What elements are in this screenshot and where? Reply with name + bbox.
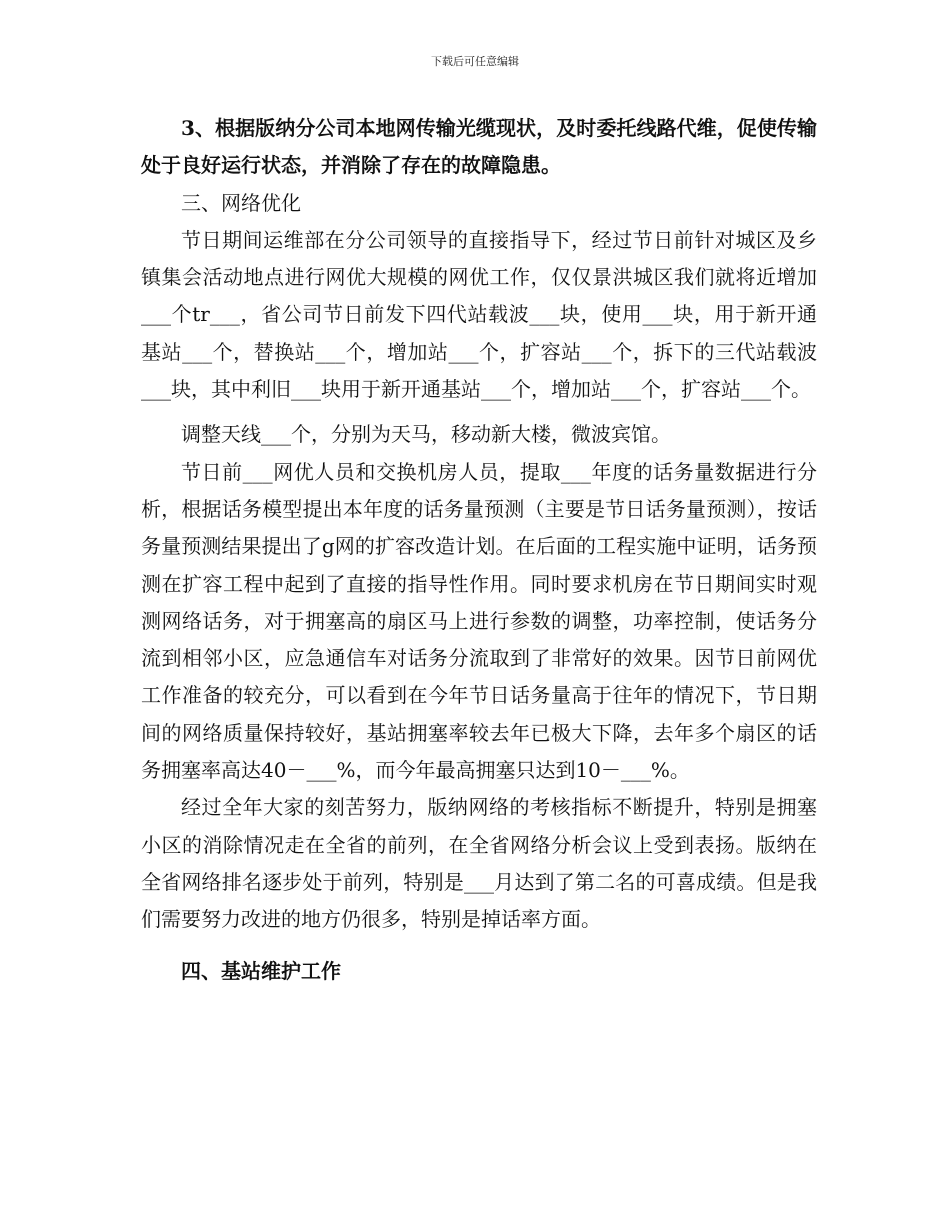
document-body — [141, 110, 817, 990]
paragraph-traffic-forecast: 节日前___网优人员和交换机房人员，提取___年度的话务量数据进行分析，根据话务模型提出本年度的话务量预测（主要是节日话务量预测），按话务量预测结果提出了g网的扩容改造计划。在后面的工程实施中证明，话务预测在扩容工程中起到了直接的指导性作用。同时要求机房在节日期间实时观测网络话务，对于拥塞高的扇区马上进行参数的调整，功率控制，使话务分流到相邻小区，应急通信车对话务分流取到了非常好的效果。因节日前网优工作准备的较充分，可以看到在今年节日话务量高于往年的情况下，节日期间的网络质量保持较好，基站拥塞率较去年已极大下降，去年多个扇区的话务拥塞率高达40－___%，而今年最高拥塞只达到10－___%。 — [141, 459, 817, 783]
section-heading-base-station-maintenance: 四、基站维护工作 — [181, 958, 341, 983]
paragraph-transmission-item-3: 3、根据版纳分公司本地网传输光缆现状，及时委托线路代维，促使传输处于良好运行状态，并消除了存在的故障隐患。 — [141, 116, 817, 178]
paragraph-network-optimization: 节日期间运维部在分公司领导的直接指导下，经过节日前针对城区及乡镇集会活动地点进行网优大规模的网优工作，仅仅景洪城区我们就将近增加___个tr___，省公司节日前发下四代站载波___块，使用___块，用于新开通基站___个，替换站___个，增加站___个，扩容站___个，拆下的三代站载波___块，其中利旧___块用于新开通基站___个，增加站___个，扩容站___个。 — [141, 227, 817, 402]
paragraph-antenna-adjustment: 调整天线___个，分别为天马，移动新大楼，微波宾馆。 — [181, 422, 671, 447]
page-header: 下载后可任意编辑 — [431, 55, 519, 68]
section-heading-network-optimization: 三、网络优化 — [181, 190, 301, 215]
paragraph-yearly-performance: 经过全年大家的刻苦努力，版纳网络的考核指标不断提升，特别是拥塞小区的消除情况走在全省的前列，在全省网络分析会议上受到表扬。版纳在全省网络排名逐步处于前列，特别是___月达到了第二名的可喜成绩。但是我们需要努力改进的地方仍很多，特别是掉话率方面。 — [141, 795, 817, 932]
